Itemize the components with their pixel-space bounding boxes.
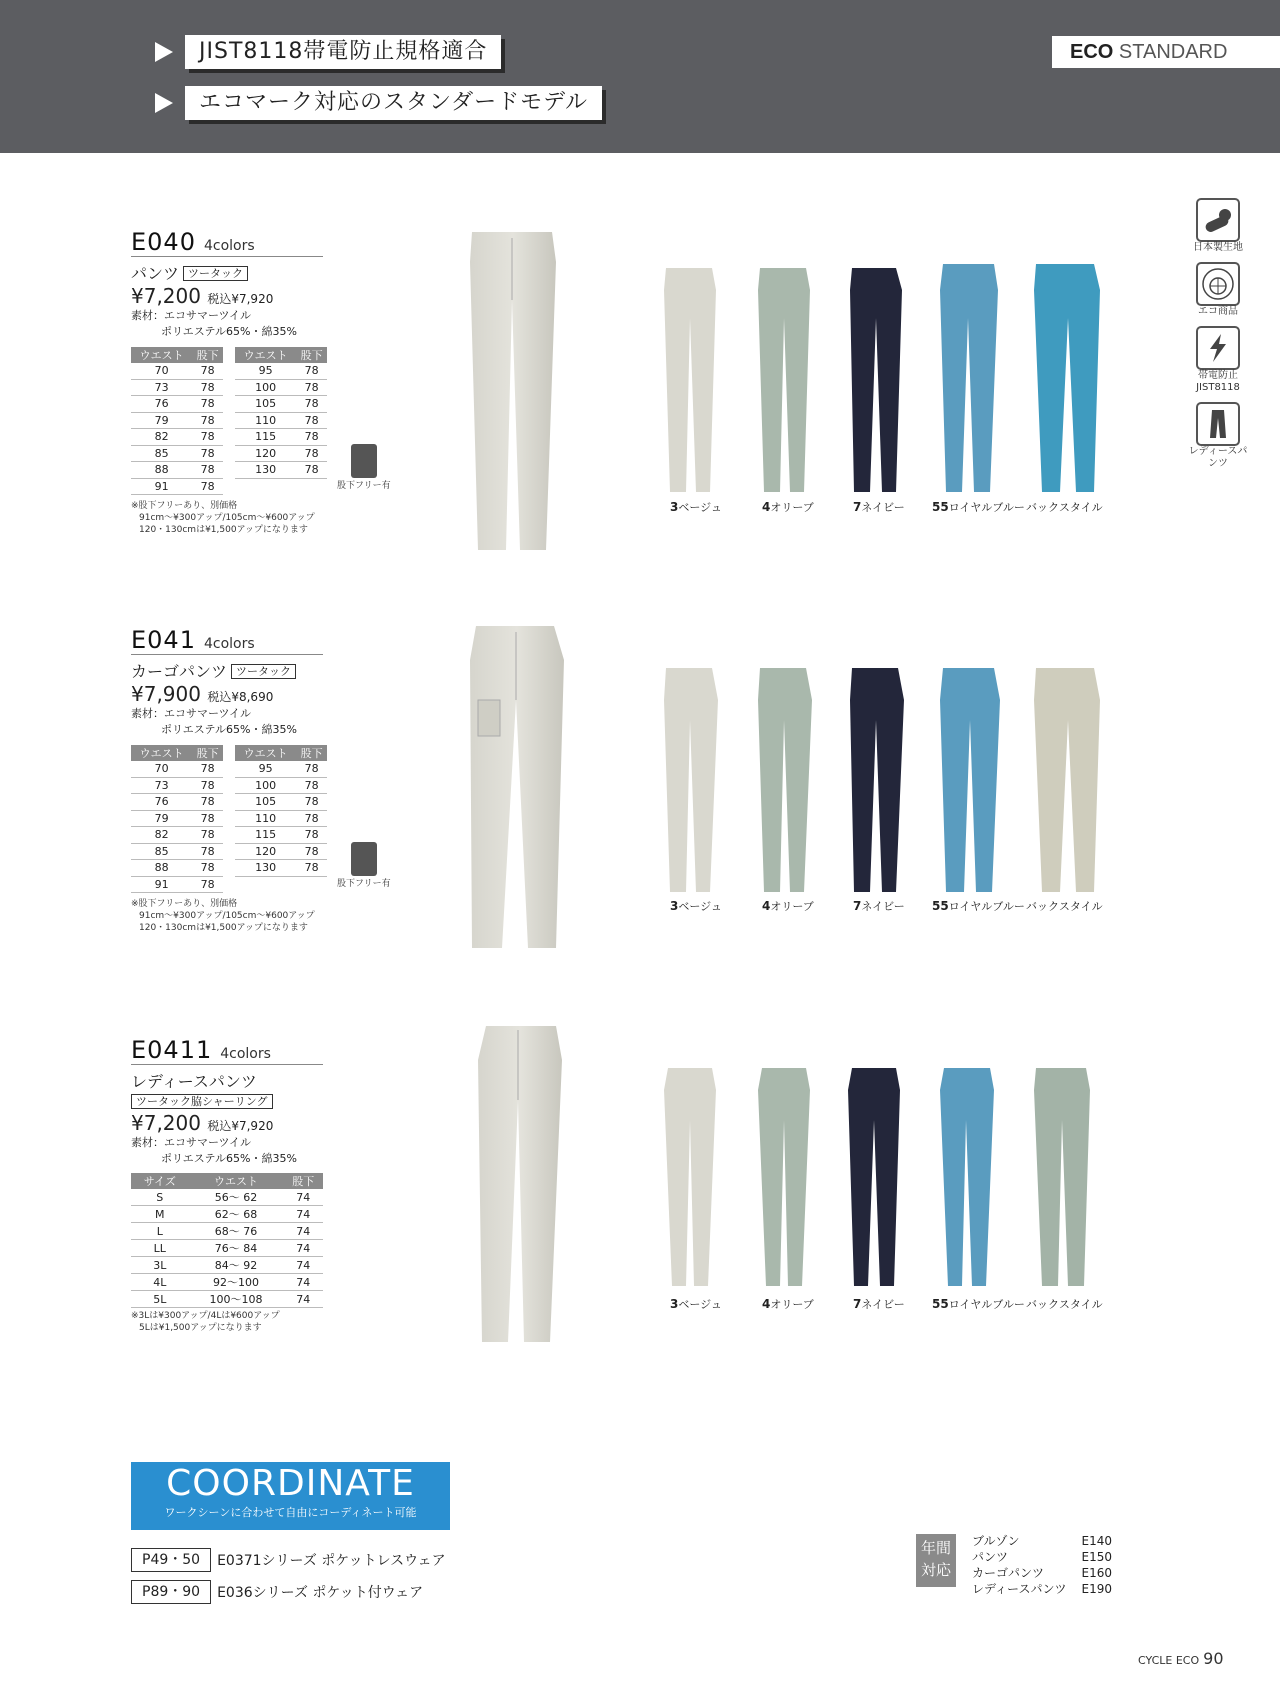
icon-label: 日本製生地: [1193, 242, 1243, 253]
variants-e041: [664, 668, 1100, 892]
ref-text: E036シリーズ ポケット付ウェア: [217, 1585, 424, 1601]
size-table-left: ウエスト 股下 70 78 73 78 76 78 79 78 82 78 85 78 88 78 91 78: [131, 347, 223, 495]
color-label: 55ロイヤルブルー: [932, 899, 1025, 913]
product-name: カーゴパンツ ツータック: [131, 659, 323, 682]
inseam-free-badge: 股下フリー有: [337, 444, 391, 491]
ref-pages: P89・90: [131, 1580, 211, 1604]
color-label: 55ロイヤルブルー: [932, 500, 1025, 514]
variants-e040: [664, 264, 1100, 492]
color-label: バックスタイル: [1026, 900, 1103, 913]
pants-main-e0411: [478, 1026, 562, 1342]
series-label-light: STANDARD: [1118, 41, 1228, 63]
color-label: 3ベージュ: [670, 899, 722, 913]
product-name: レディースパンツ: [131, 1072, 257, 1091]
color-label: バックスタイル: [1026, 1298, 1103, 1311]
series-label-bold: ECO: [1070, 41, 1114, 63]
coordinate-banner: [131, 1462, 450, 1530]
year-round-list: [972, 1533, 1112, 1597]
product-price: ¥7,200 税込¥7,920: [131, 1111, 274, 1135]
color-label: 4オリーブ: [762, 1297, 814, 1311]
pants-main-e041: [470, 626, 564, 948]
product-price: ¥7,900 税込¥8,690: [131, 682, 274, 706]
color-label: 3ベージュ: [670, 500, 722, 514]
color-label: バックスタイル: [1026, 501, 1103, 514]
coordinate-title: COORDINATE: [166, 1463, 415, 1504]
inseam-free-badge: 股下フリー有: [337, 842, 391, 889]
year-round-badge: 年間 対応: [916, 1534, 956, 1587]
tagline-text: エコマーク対応のスタンダードモデル: [185, 86, 602, 120]
size-notes: ※3Lは¥300アップ/4Lは¥600アップ 5Lは¥1,500アップになります: [131, 1311, 280, 1333]
product-price: ¥7,200 税込¥7,920: [131, 284, 274, 308]
icon-label: エコ商品: [1198, 306, 1238, 317]
page-footer: [1138, 1649, 1224, 1668]
page-number: 90: [1203, 1649, 1224, 1668]
color-label: 7ネイビー: [853, 1297, 905, 1311]
product-code: E040 4colors: [131, 228, 255, 256]
size-table-left: ウエスト 股下 70 78 73 78 76 78 79 78 82 78 85 78 88 78 91 78: [131, 745, 223, 893]
size-notes: ※股下フリーあり、別価格 91cm～¥300アップ/105cm～¥600アップ 120・130cmは¥1,500アップになります: [131, 899, 315, 933]
product-name: パンツ ツータック: [131, 261, 323, 284]
icon-label: 帯電防止 JIST8118: [1196, 370, 1240, 393]
color-label: 4オリーブ: [762, 500, 814, 514]
color-label: 4オリーブ: [762, 899, 814, 913]
material: 素材：エコサマーツイル ポリエステル65%・綿35%: [131, 309, 297, 338]
size-notes: ※股下フリーあり、別価格 91cm～¥300アップ/105cm～¥600アップ 120・130cmは¥1,500アップになります: [131, 501, 315, 535]
product-code: E041 4colors: [131, 626, 255, 654]
list-item: レディースパンツ E190: [972, 1582, 1112, 1596]
size-table: サイズ ウエスト 股下 S 56～ 62 74 M 62～ 68 74 L 68～ 76 74 LL 76～ 84 74 3L 84～ 92 74 4L 92～100 74 5L 100～108 74: [131, 1173, 323, 1308]
color-label: 7ネイビー: [853, 899, 905, 913]
color-label: 7ネイビー: [853, 500, 905, 514]
tagline-text: JIST8118帯電防止規格適合: [185, 35, 501, 69]
coordinate-ref: [131, 1548, 446, 1572]
footer-brand: CYCLE ECO: [1138, 1654, 1200, 1667]
variants-e0411: [664, 1068, 1090, 1286]
product-tag: ツータック: [183, 266, 248, 281]
list-item: パンツ E150: [972, 1550, 1112, 1564]
color-label: 3ベージュ: [670, 1297, 722, 1311]
list-item: ブルゾン E140: [972, 1534, 1112, 1548]
pants-main-e040: [470, 232, 556, 550]
size-table-right: ウエスト 股下 95 78 100 78 105 78 110 78 115 78 120 78 130 78: [235, 745, 327, 877]
product-tag: ツータック: [231, 664, 296, 679]
color-label: 55ロイヤルブルー: [932, 1297, 1025, 1311]
icon-label: レディースパンツ: [1188, 446, 1248, 469]
material: 素材：エコサマーツイル ポリエステル65%・綿35%: [131, 707, 297, 736]
list-item: カーゴパンツ E160: [972, 1566, 1112, 1580]
ref-text: E0371シリーズ ポケットレスウェア: [217, 1553, 446, 1569]
product-tag: ツータック脇シャーリング: [131, 1094, 273, 1109]
coordinate-subtitle: ワークシーンに合わせて自由にコーディネート可能: [164, 1506, 417, 1519]
ref-pages: P49・50: [131, 1548, 211, 1572]
material: 素材：エコサマーツイル ポリエステル65%・綿35%: [131, 1136, 297, 1165]
size-table-right: ウエスト 股下 95 78 100 78 105 78 110 78 115 78 120 78 130 78: [235, 347, 327, 479]
product-code: E0411 4colors: [131, 1036, 271, 1064]
coordinate-ref: [131, 1580, 423, 1604]
